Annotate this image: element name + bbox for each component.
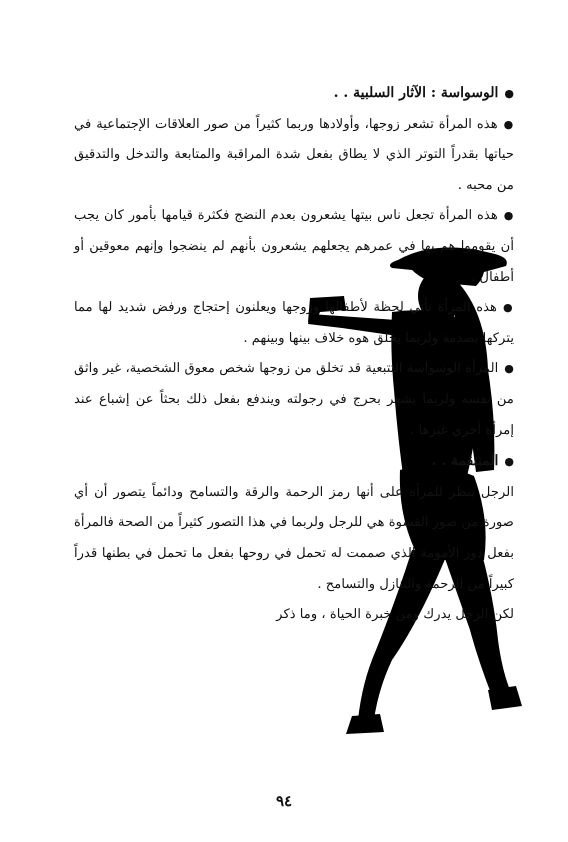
bullet-icon: ● [503, 209, 514, 223]
paragraph [74, 110, 514, 202]
paragraph [74, 354, 514, 446]
section-heading-vengeful [74, 446, 514, 478]
section-heading-text: الوسواسة : الآثار السلبية . . [333, 85, 499, 101]
bullet-icon: ● [504, 455, 514, 469]
section-heading-text: المنتقمة . . [431, 453, 499, 470]
paragraph-text: الرجل ينظر للمرأة على أنها رمز الرحمة والرقة والتسامح ودائماً يتصور أن أي صورة من صور القسوة هي للرجل ولربما في هذا التصور كثيراً من الصحة فالمرأة بفعل دور الأمومة الذي صممت له تحمل في روحها بفعل ما تحمل في بطنها قدراً كبيراً من الرحمة والتنازل والتسامح . [74, 484, 514, 592]
section-heading-obsessive [74, 78, 514, 110]
paragraph [74, 600, 514, 631]
paragraph [74, 293, 514, 354]
paragraph [74, 201, 514, 293]
paragraph [74, 478, 514, 600]
paragraph-text: هذه المرأة تجعل ناس بيتها يشعرون بعدم النضج فكثرة قيامها بأمور كان يجب أن يقوموا هم بها في عمرهم يجعلهم يشعرون بأنهم لم ينضجوا وإنهم معوقين أو أطفال . [74, 208, 514, 285]
paragraph-text: المرأة الوسواسة التتبعية قد تخلق من زوجها شخص معوق الشخصية، غير واثق من نفسه ولربما يشعر بحرج في رجولته ويندفع بفعل ذلك بحثاً عن إشباع عند إمرأة أخري غيرها . [74, 361, 514, 438]
article-text [74, 78, 514, 631]
bullet-icon: ● [504, 87, 514, 100]
paragraph-text: هذه المرأة تشعر زوجها، وأولادها وربما كثيراً من صور العلاقات الإجتماعية في حياتها بقدراً التوتر الذي لا يطاق بفعل شدة المراقبة والمتابعة والتدخل والتدقيق من محبه . [74, 116, 514, 193]
paragraph-text: لكن الرجل يدرك ومن خبرة الحياة ، وما ذكر [276, 607, 514, 623]
bullet-icon: ● [504, 362, 514, 376]
bullet-icon: ● [503, 301, 514, 315]
bullet-icon: ● [503, 117, 514, 131]
paragraph-text: هذه المرأة تأتي لحظة لأطفالها وزوجها ويعلنون إحتجاج ورفض شديد لها مما يتركها بصدمة ولربما يخلق هوه خلاف بينها وبينهم . [74, 300, 514, 346]
page-number: ٩٤ [275, 792, 293, 810]
